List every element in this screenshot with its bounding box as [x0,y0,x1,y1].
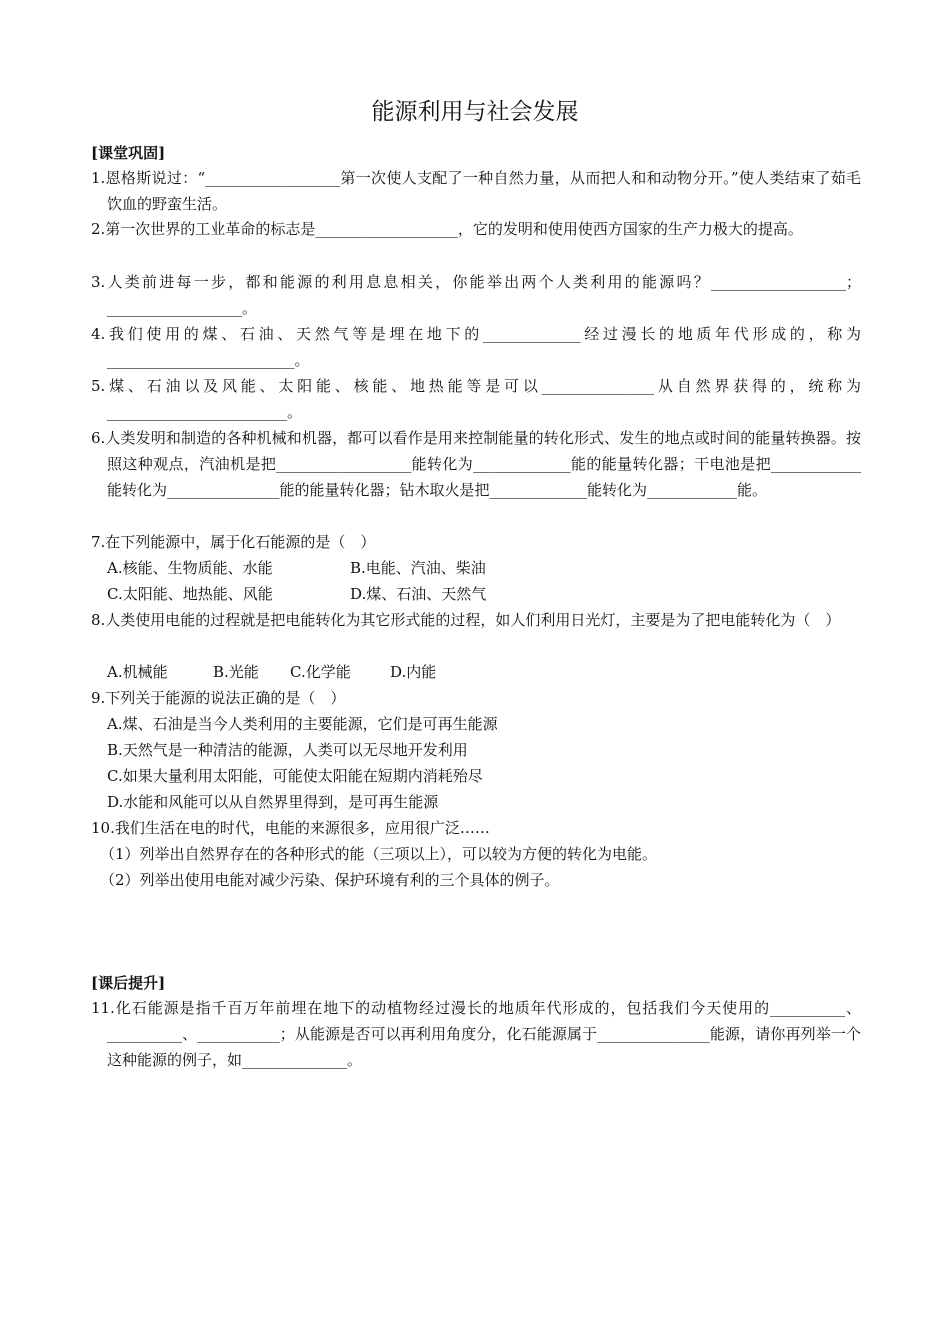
question-10-stem: 10.我们生活在电的时代，电能的来源很多，应用很广泛…… [91,819,490,837]
question-10-part-2: （2）列举出使用电能对减少污染、保护环境有利的三个具体的例子。 [100,871,560,889]
question-9-option-a: A.煤、石油是当今人类利用的主要能源，它们是可再生能源 [107,715,498,733]
question-11-text: 11.化石能源是指千百万年前埋在地下的动植物经过漫长的地质年代形成的，包括我们今天使用的__________、__________、___________；从能源是否可以再利用角度分，化石能源属于_______________能源，请你再列举一个这种能源的例子，如______________。 [91,999,861,1069]
question-3-text: 3.人类前进每一步，都和能源的利用息息相关，你能举出两个人类利用的能源吗？__________________；__________________。 [91,273,861,317]
question-1-text: 1.恩格斯说过：“__________________第一次使人支配了一种自然力量，从而把人和和动物分开。”使人类结束了茹毛饮血的野蛮生活。 [91,169,861,213]
question-1 [91,165,861,217]
question-6 [91,425,861,503]
question-8-option-a: A.机械能 [107,663,168,681]
question-5-text: 5.煤、石油以及风能、太阳能、核能、地热能等是可以_______________从自然界获得的，统称为 ________________________。 [91,377,861,421]
section-heading-class-review: [课堂巩固] [91,144,166,162]
question-8-option-b: B.光能 [213,663,259,681]
question-6-text: 6.人类发明和制造的各种机械和机器，都可以看作是用来控制能量的转化形式、发生的地点或时间的能量转换器。按照这种观点，汽油机是把__________________能转化为_____________能的能量转化器；干电池是把____________能转化为_______________能的能量转化器；钻木取火是把_____________能转化为____________能。 [91,429,861,499]
question-8-option-d: D.内能 [390,663,437,681]
question-10-part-1: （1）列举出自然界存在的各种形式的能（三项以上），可以较为方便的转化为电能。 [100,845,658,863]
question-4 [91,321,861,373]
question-2-text: 2.第一次世界的工业革命的标志是___________________，它的发明和使用使西方国家的生产力极大的提高。 [91,220,803,238]
question-3 [91,269,861,321]
question-9-stem: 9.下列关于能源的说法正确的是（ ） [91,689,346,707]
question-5 [91,373,861,425]
question-7-stem: 7.在下列能源中，属于化石能源的是（ ） [91,533,376,551]
question-9-option-b: B.天然气是一种清洁的能源，人类可以无尽地开发利用 [107,741,468,759]
page-title: 能源利用与社会发展 [371,99,579,125]
question-4-text: 4.我们使用的煤、石油、天然气等是埋在地下的_____________经过漫长的地质年代形成的，称为_________________________。 [91,325,861,369]
question-2 [91,216,861,242]
question-7-option-d: D.煤、石油、天然气 [350,585,487,603]
question-7-option-c: C.太阳能、地热能、风能 [107,585,273,603]
question-9-option-c: C.如果大量利用太阳能，可能使太阳能在短期内消耗殆尽 [107,767,483,785]
question-9-option-d: D.水能和风能可以从自然界里得到，是可再生能源 [107,793,439,811]
question-7-option-a: A.核能、生物质能、水能 [107,559,273,577]
question-8 [91,607,861,633]
question-8-stem: 8.人类使用电能的过程就是把电能转化为其它形式能的过程，如人们利用日光灯，主要是为了把电能转化为（ ） [91,611,841,629]
question-8-option-c: C.化学能 [290,663,351,681]
section-heading-after-class: [课后提升] [91,974,166,992]
question-7-option-b: B.电能、汽油、柴油 [350,559,486,577]
question-11 [91,995,861,1073]
